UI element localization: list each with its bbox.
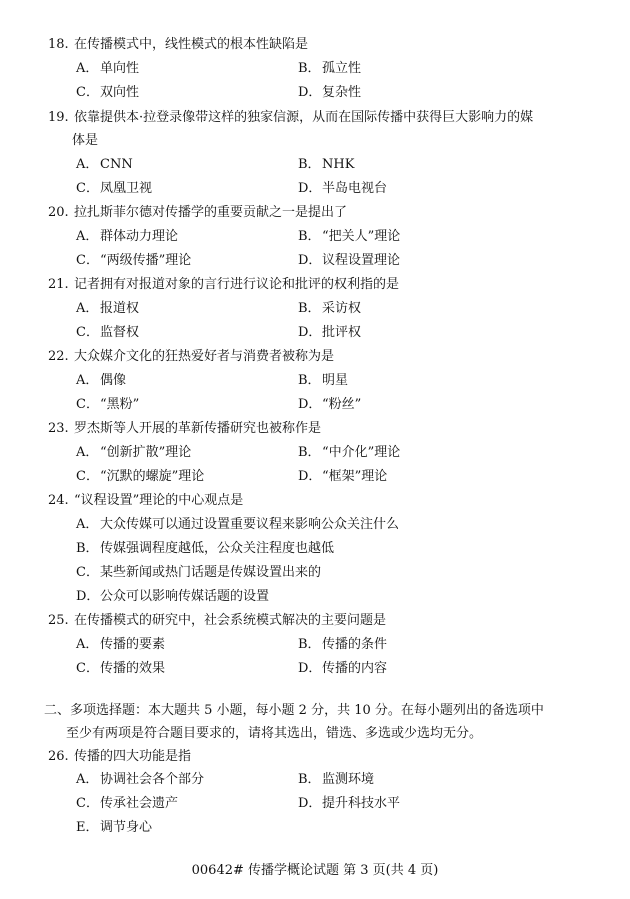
option-letter: C． [76, 325, 99, 340]
option-b [298, 228, 400, 246]
option-d [298, 324, 361, 342]
option-letter: A． [76, 229, 99, 244]
option-b [298, 372, 348, 390]
question-19 [48, 109, 588, 127]
option-text: “两级传播”理论 [100, 253, 192, 268]
question-stem: 大众媒介文化的狂热爱好者与消费者被称为是 [74, 349, 335, 364]
option-text: 调节身心 [100, 820, 153, 835]
option-letter: C． [76, 397, 99, 412]
option-c [76, 564, 321, 582]
option-letter: A． [76, 772, 99, 787]
section-2-instructions: 至少有两项是符合题目要求的，请将其选出，错选、多选或少选均无分。 [66, 726, 483, 741]
question-23 [48, 420, 588, 438]
option-d [298, 396, 361, 414]
option-letter: D． [298, 181, 322, 196]
option-b [298, 156, 354, 174]
option-letter: D． [298, 325, 322, 340]
option-letter: B． [298, 229, 321, 244]
option-letter: B． [298, 637, 321, 652]
option-letter: D． [298, 796, 322, 811]
option-b [298, 444, 400, 462]
option-letter: A． [76, 373, 99, 388]
option-a [76, 372, 126, 390]
option-c [76, 396, 139, 414]
option-c [76, 84, 139, 102]
option-e [76, 819, 152, 837]
option-text: 监测环境 [322, 772, 375, 787]
question-21 [48, 276, 588, 294]
option-letter: C． [76, 181, 99, 196]
option-letter: B． [298, 772, 321, 787]
question-24 [48, 492, 588, 510]
question-stem: 依靠提供本·拉登录像带这样的独家信源，从而在国际传播中获得巨大影响力的媒 [74, 110, 534, 125]
option-letter: A． [76, 157, 99, 172]
option-text: NHK [322, 157, 355, 172]
option-letter: C． [76, 565, 99, 580]
option-text: “中介化”理论 [322, 445, 401, 460]
option-text: 群体动力理论 [100, 229, 179, 244]
option-text: 复杂性 [322, 85, 362, 100]
option-a [76, 636, 165, 654]
option-text: 传承社会遗产 [100, 796, 179, 811]
option-d [76, 588, 269, 606]
option-text: 双向性 [100, 85, 140, 100]
question-22 [48, 348, 588, 366]
option-c [76, 252, 191, 270]
option-letter: A． [76, 517, 99, 532]
option-text: CNN [100, 157, 133, 172]
option-text: 报道权 [100, 301, 140, 316]
option-text: 孤立性 [322, 61, 362, 76]
option-c [76, 324, 139, 342]
option-text: 凤凰卫视 [100, 181, 153, 196]
option-text: “把关人”理论 [322, 229, 401, 244]
option-d [298, 252, 400, 270]
question-25 [48, 612, 588, 630]
option-text: 单向性 [100, 61, 140, 76]
option-b [298, 636, 387, 654]
option-text: 传播的效果 [100, 661, 166, 676]
question-number: 23. [48, 421, 69, 436]
option-text: 某些新闻或热门话题是传媒设置出来的 [100, 565, 322, 580]
option-letter: B． [298, 157, 321, 172]
question-26 [48, 748, 588, 766]
option-text: 协调社会各个部分 [100, 772, 205, 787]
option-letter: C． [76, 796, 99, 811]
option-text: “框架”理论 [322, 469, 388, 484]
option-a [76, 228, 178, 246]
question-number: 18. [48, 37, 69, 52]
option-c [76, 660, 165, 678]
option-text: 大众传媒可以通过设置重要议程来影响公众关注什么 [100, 517, 400, 532]
question-stem: 记者拥有对报道对象的言行进行议论和批评的权利指的是 [74, 277, 400, 292]
option-c [76, 795, 178, 813]
option-text: 传播的内容 [322, 661, 388, 676]
question-stem: 传播的四大功能是指 [74, 749, 192, 764]
option-letter: D． [298, 397, 322, 412]
option-d [298, 180, 387, 198]
question-18 [48, 36, 588, 54]
option-text: 传播的条件 [322, 637, 388, 652]
option-letter: D． [298, 469, 322, 484]
option-text: “沉默的螺旋”理论 [100, 469, 205, 484]
option-letter: A． [76, 445, 99, 460]
option-text: 批评权 [322, 325, 362, 340]
option-a [76, 156, 133, 174]
option-text: 提升科技水平 [322, 796, 401, 811]
option-text: 公众可以影响传媒话题的设置 [100, 589, 270, 604]
option-letter: B． [298, 445, 321, 460]
option-d [298, 660, 387, 678]
option-text: 监督权 [100, 325, 140, 340]
question-stem: “议程设置”理论的中心观点是 [74, 493, 244, 508]
question-number: 22. [48, 349, 69, 364]
option-text: 半岛电视台 [322, 181, 388, 196]
option-a [76, 60, 139, 78]
question-number: 20. [48, 205, 69, 220]
option-letter: A． [76, 637, 99, 652]
question-20 [48, 204, 588, 222]
option-letter: D． [298, 85, 322, 100]
option-c [76, 180, 152, 198]
option-text: “粉丝” [322, 397, 362, 412]
option-letter: D． [298, 661, 322, 676]
question-number: 24. [48, 493, 69, 508]
option-a [76, 516, 399, 534]
question-number: 26. [48, 749, 69, 764]
option-letter: B． [298, 301, 321, 316]
option-d [298, 468, 387, 486]
option-text: 传媒强调程度越低，公众关注程度也越低 [100, 541, 335, 556]
option-a [76, 444, 191, 462]
option-letter: C． [76, 661, 99, 676]
page-footer: 00642# 传播学概论试题 第 3 页(共 4 页) [191, 863, 439, 878]
option-text: “黑粉” [100, 397, 140, 412]
option-letter: D． [76, 589, 100, 604]
option-letter: C． [76, 469, 99, 484]
option-a [76, 300, 139, 318]
question-number: 21. [48, 277, 69, 292]
option-letter: A． [76, 61, 99, 76]
question-stem: 罗杰斯等人开展的革新传播研究也被称作是 [74, 421, 322, 436]
option-text: 采访权 [322, 301, 362, 316]
question-number: 25. [48, 613, 69, 628]
option-letter: C． [76, 253, 99, 268]
option-a [76, 771, 204, 789]
section-2-heading: 二、多项选择题：本大题共 5 小题，每小题 2 分，共 10 分。在每小题列出的备选项中 [44, 703, 544, 718]
option-d [298, 795, 400, 813]
option-letter: B． [76, 541, 99, 556]
option-letter: C． [76, 85, 99, 100]
option-letter: E． [76, 820, 99, 835]
option-c [76, 468, 204, 486]
question-stem: 拉扎斯菲尔德对传播学的重要贡献之一是提出了 [74, 205, 348, 220]
question-stem-continuation: 体是 [72, 133, 99, 148]
option-b [298, 60, 361, 78]
option-text: 传播的要素 [100, 637, 166, 652]
question-stem: 在传播模式中，线性模式的根本性缺陷是 [74, 37, 309, 52]
option-text: 明星 [322, 373, 349, 388]
option-letter: B． [298, 61, 321, 76]
option-letter: A． [76, 301, 99, 316]
option-d [298, 84, 361, 102]
option-text: 偶像 [100, 373, 127, 388]
option-b [298, 771, 374, 789]
option-text: 议程设置理论 [322, 253, 401, 268]
question-number: 19. [48, 110, 69, 125]
option-b [298, 300, 361, 318]
option-text: “创新扩散”理论 [100, 445, 192, 460]
question-stem: 在传播模式的研究中，社会系统模式解决的主要问题是 [74, 613, 387, 628]
option-letter: B． [298, 373, 321, 388]
option-b [76, 540, 334, 558]
option-letter: D． [298, 253, 322, 268]
